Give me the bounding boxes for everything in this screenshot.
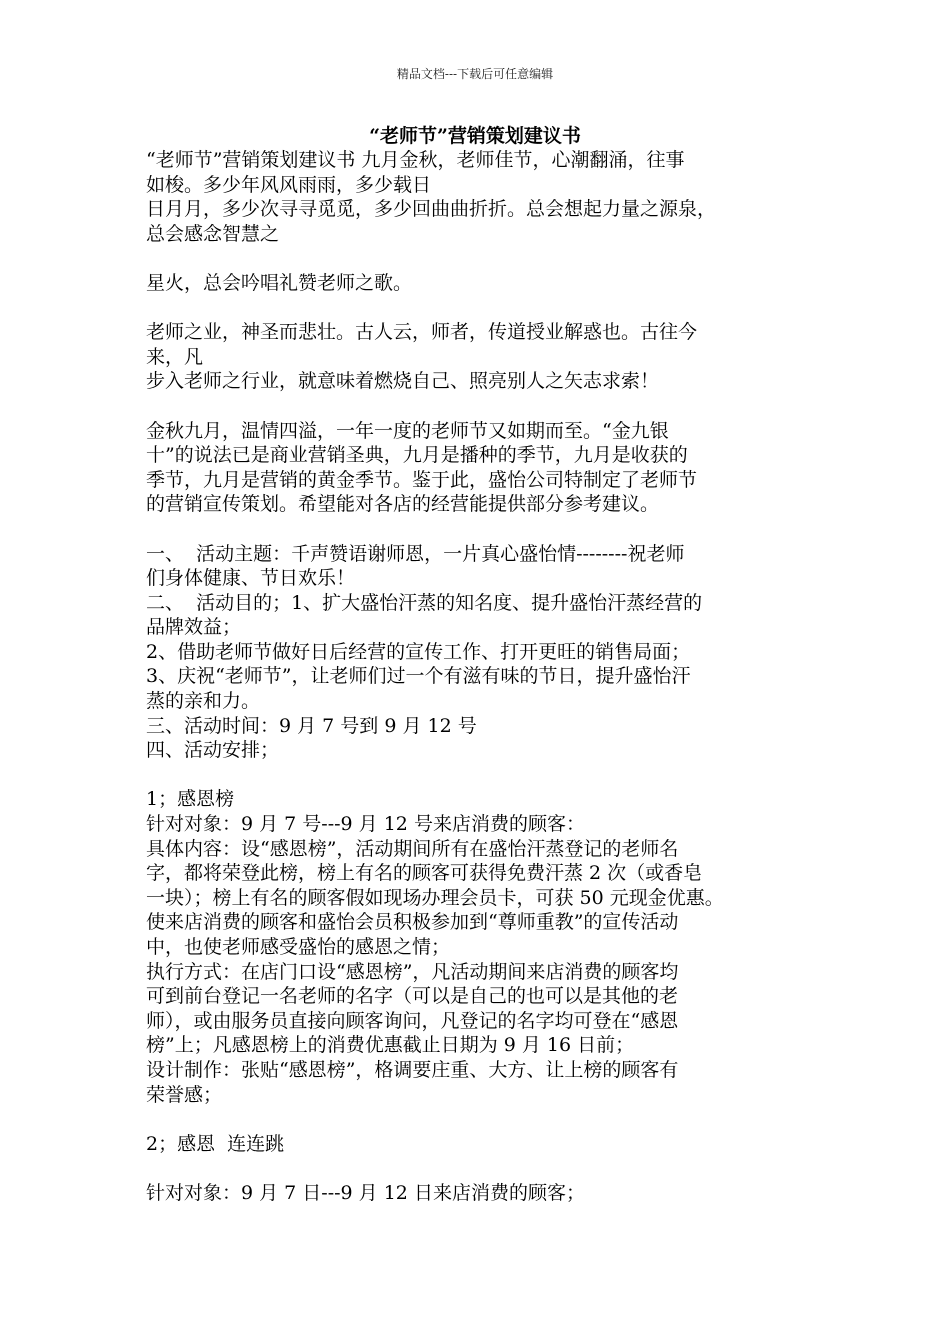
blank-line bbox=[146, 296, 826, 321]
body-text-line: 可到前台登记一名老师的名字（可以是自己的也可以是其他的老 bbox=[146, 985, 679, 1008]
body-text-line: 十”的说法已是商业营销圣典，九月是播种的季节，九月是收获的 bbox=[146, 444, 688, 467]
document-body bbox=[146, 148, 826, 1206]
body-text-line: 来，凡 bbox=[146, 345, 204, 368]
body-text-line: 字，都将荣登此榜，榜上有名的顾客可获得免费汗蒸 2 次（或香皂 bbox=[146, 862, 703, 885]
body-text-line: 老师之业，神圣而悲壮。古人云，师者，传道授业解惑也。古往今 bbox=[146, 321, 698, 344]
body-text-line: 的营销宣传策划。希望能对各店的经营能提供部分参考建议。 bbox=[146, 493, 660, 516]
blank-line bbox=[146, 1107, 826, 1132]
body-text-line: 一、 活动主题：千声赞语谢师恩，一片真心盛怡情--------祝老师 bbox=[146, 542, 685, 565]
body-text-line: 星火，总会吟唱礼赞老师之歌。 bbox=[146, 271, 413, 294]
document-title: “老师节”营销策划建议书 bbox=[369, 125, 581, 147]
body-text-line: 设计制作：张贴“感恩榜”，格调要庄重、大方、让上榜的顾客有 bbox=[146, 1058, 679, 1081]
body-text-line: 具体内容：设“感恩榜”，活动期间所有在盛怡汗蒸登记的老师名 bbox=[146, 837, 679, 860]
body-text-line: 步入老师之行业，就意味着燃烧自己、照亮别人之矢志求索！ bbox=[146, 370, 660, 393]
body-text-line: 使来店消费的顾客和盛怡会员积极参加到“尊师重教”的宣传活动 bbox=[146, 911, 679, 934]
body-text-line: 3、庆祝“老师节”，让老师们过一个有滋有味的节日，提升盛怡汗 bbox=[146, 665, 691, 688]
body-text-line: “老师节”营销策划建议书 九月金秋，老师佳节，心潮翻涌，往事 bbox=[146, 149, 685, 171]
body-text-line: 1；感恩榜 bbox=[146, 788, 235, 811]
body-text-line: 针对对象：9 月 7 号---9 月 12 号来店消费的顾客： bbox=[146, 813, 585, 836]
body-text-line: 们身体健康、节日欢乐！ bbox=[146, 567, 356, 590]
blank-line bbox=[146, 517, 826, 542]
page-header: 精品文档---下载后可任意编辑 bbox=[396, 67, 554, 81]
blank-line bbox=[146, 763, 826, 788]
body-text-line: 日月月，多少次寻寻觅觅，多少回曲曲折折。总会想起力量之源泉， bbox=[146, 198, 717, 221]
body-text-line: 师），或由服务员直接向顾客询问，凡登记的名字均可登在“感恩 bbox=[146, 1009, 679, 1032]
body-text-line: 季节，九月是营销的黄金季节。鉴于此，盛怡公司特制定了老师节 bbox=[146, 468, 698, 491]
body-text-line: 四、活动安排； bbox=[146, 739, 280, 762]
body-text-line: 二、 活动目的；1、扩大盛怡汗蒸的知名度、提升盛怡汗蒸经营的 bbox=[146, 591, 703, 614]
body-text-line: 如梭。多少年风风雨雨，多少载日 bbox=[146, 173, 432, 196]
body-text-line: 总会感念智慧之 bbox=[146, 222, 280, 245]
blank-line bbox=[146, 1156, 826, 1181]
body-text-line: 蒸的亲和力。 bbox=[146, 690, 261, 713]
body-text-line: 三、活动时间：9 月 7 号到 9 月 12 号 bbox=[146, 714, 477, 737]
body-text-line: 2、借助老师节做好日后经营的宣传工作、打开更旺的销售局面； bbox=[146, 640, 691, 663]
body-text-line: 中，也使老师感受盛怡的感恩之情； bbox=[146, 936, 451, 958]
body-text-line: 金秋九月，温情四溢，一年一度的老师节又如期而至。“金九银 bbox=[146, 419, 669, 442]
body-text-line: 2；感恩 连连跳 bbox=[146, 1132, 285, 1155]
body-text-line: 品牌效益； bbox=[146, 616, 242, 639]
body-text-line: 执行方式：在店门口设“感恩榜”，凡活动期间来店消费的顾客均 bbox=[146, 960, 679, 983]
body-text-line: 一块）；榜上有名的顾客假如现场办理会员卡，可获 50 元现金优惠。 bbox=[146, 886, 724, 909]
blank-line bbox=[146, 246, 826, 271]
body-text-line: 针对对象：9 月 7 日---9 月 12 日来店消费的顾客； bbox=[146, 1181, 585, 1204]
blank-line bbox=[146, 394, 826, 419]
body-text-line: 榜”上；凡感恩榜上的消费优惠截止日期为 9 月 16 日前； bbox=[146, 1034, 635, 1057]
body-text-line: 荣誉感； bbox=[146, 1083, 223, 1106]
